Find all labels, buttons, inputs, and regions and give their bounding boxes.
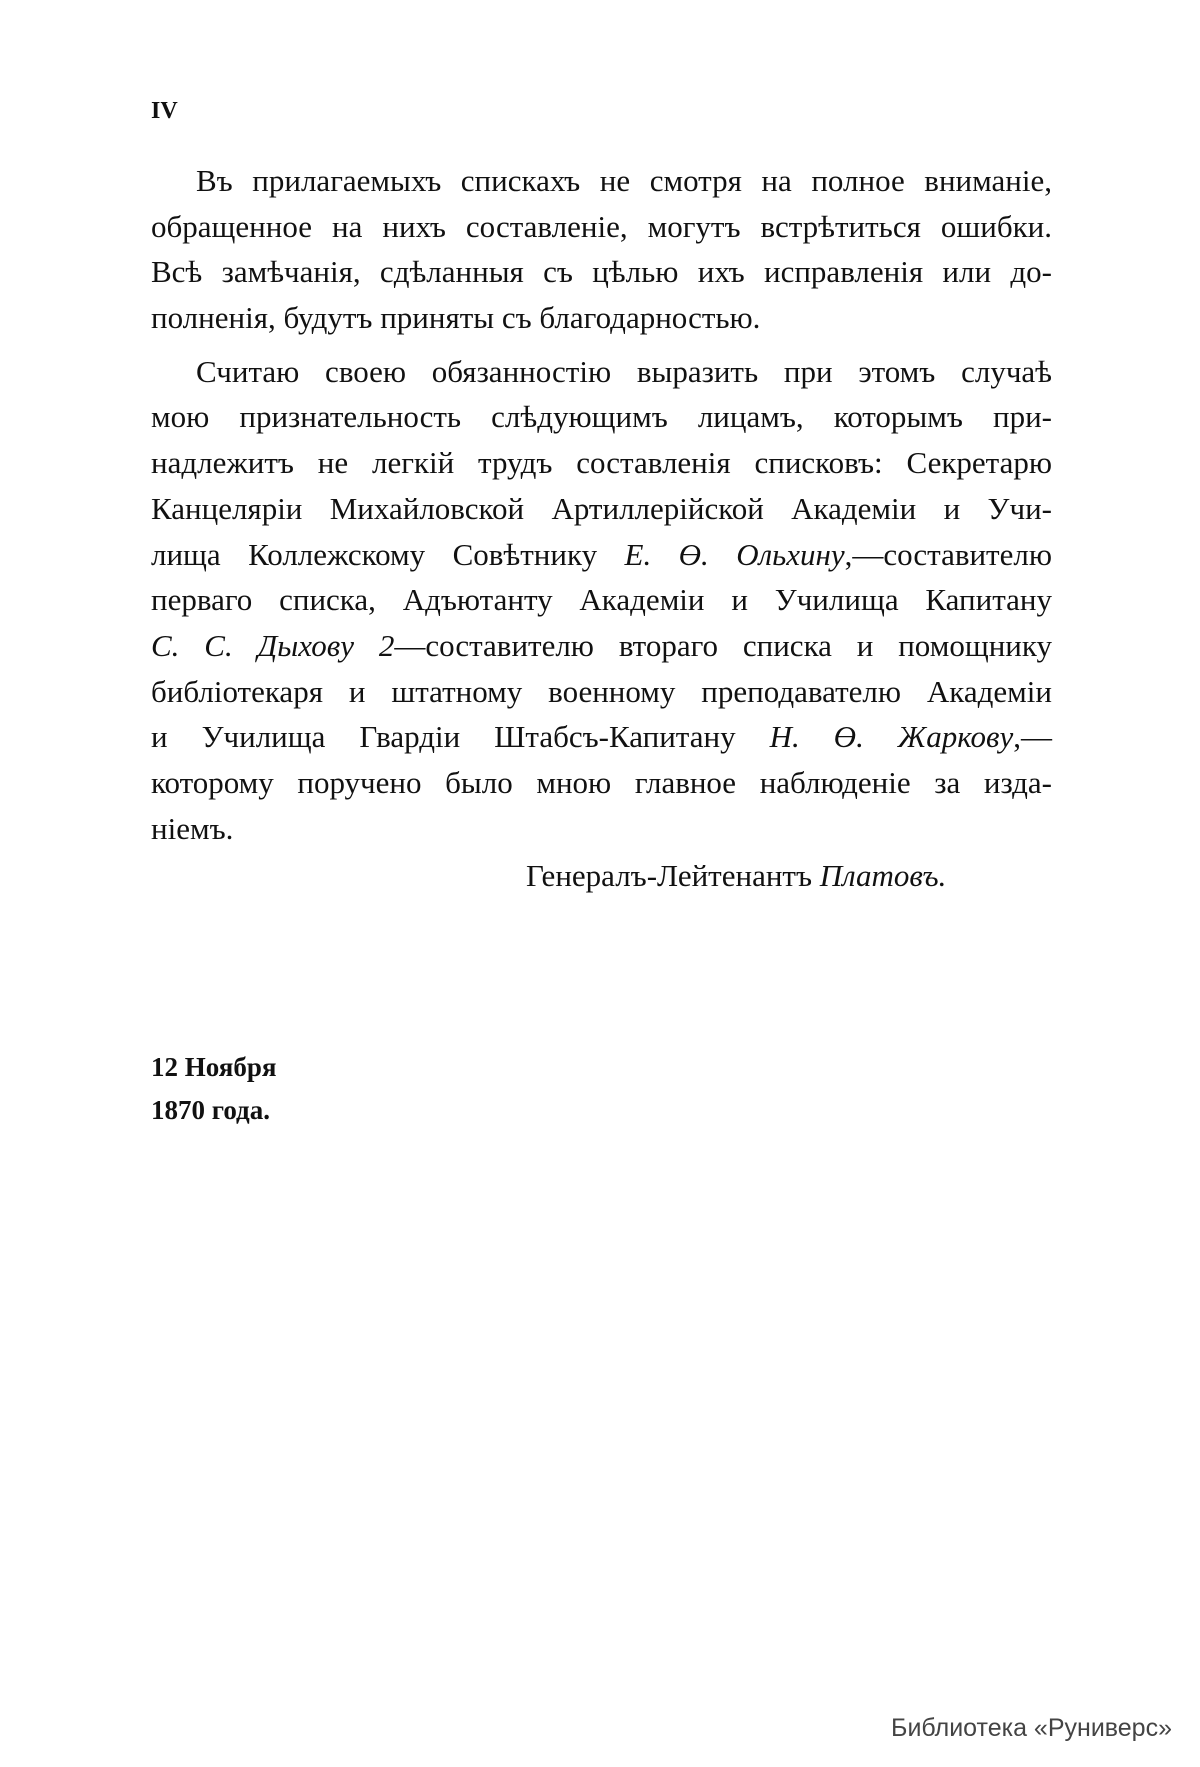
text-line: полненія, будутъ приняты съ благодарностью. — [151, 300, 761, 336]
body-text — [151, 158, 1052, 851]
text-line: Въ прилагаемыхъ спискахъ не смотря на полное вниманіе, — [196, 163, 1052, 198]
text-line: мою признательность слѣдующимъ лицамъ, которымъ при- — [151, 399, 1052, 435]
page-number: IV — [151, 98, 178, 124]
text-line: Канцеляріи Михайловской Артиллерійской Академіи и Учи- — [151, 490, 1052, 526]
date-year: 1870 года. — [151, 1095, 270, 1125]
text-line: надлежитъ не легкій трудъ составленія списковъ: Секретарю — [151, 445, 1052, 481]
text-line: Всѣ замѣчанія, сдѣланныя съ цѣлью ихъ исправленія или до- — [151, 254, 1052, 290]
signature-rank: Генералъ-Лейтенантъ — [526, 858, 820, 893]
text-span: ,— — [1013, 719, 1052, 755]
text-span: и Училища Гвардіи Штабсъ-Капитану — [151, 719, 770, 755]
library-watermark: Библиотека «Руниверс» — [891, 1714, 1172, 1742]
text-line: библіотекаря и штатному военному преподавателю Академіи — [151, 673, 1052, 709]
text-line — [151, 714, 1052, 760]
date-day-month: 12 Ноября — [151, 1052, 277, 1082]
text-span: лища Коллежскому Совѣтнику — [151, 536, 625, 572]
text-line: которому поручено было мною главное наблюденіе за изда- — [151, 764, 1052, 800]
text-line: Считаю своею обязанностію выразить при этомъ случаѣ — [196, 353, 1052, 389]
text-line — [151, 623, 1052, 669]
text-line — [151, 532, 1052, 578]
text-line: ніемъ. — [151, 810, 234, 846]
person-name: Н. Ө. Жаркову — [769, 719, 1014, 755]
paragraph-1 — [151, 158, 1052, 341]
text-line: обращенное на нихъ составленіе, могутъ встрѣтиться ошибки. — [151, 208, 1052, 244]
paragraph-2 — [151, 349, 1052, 852]
signature — [526, 858, 946, 894]
text-span: —составителю втораго списка и помощнику — [394, 627, 1052, 663]
signature-name: Платовъ. — [819, 858, 947, 893]
text-line: перваго списка, Адъютанту Академіи и Училища Капитану — [151, 582, 1052, 618]
person-name: Е. Ө. Ольхину — [624, 536, 845, 572]
text-span: ,—составителю — [844, 536, 1052, 572]
person-name: С. С. Дыхову 2 — [151, 627, 395, 663]
date — [151, 1046, 276, 1132]
